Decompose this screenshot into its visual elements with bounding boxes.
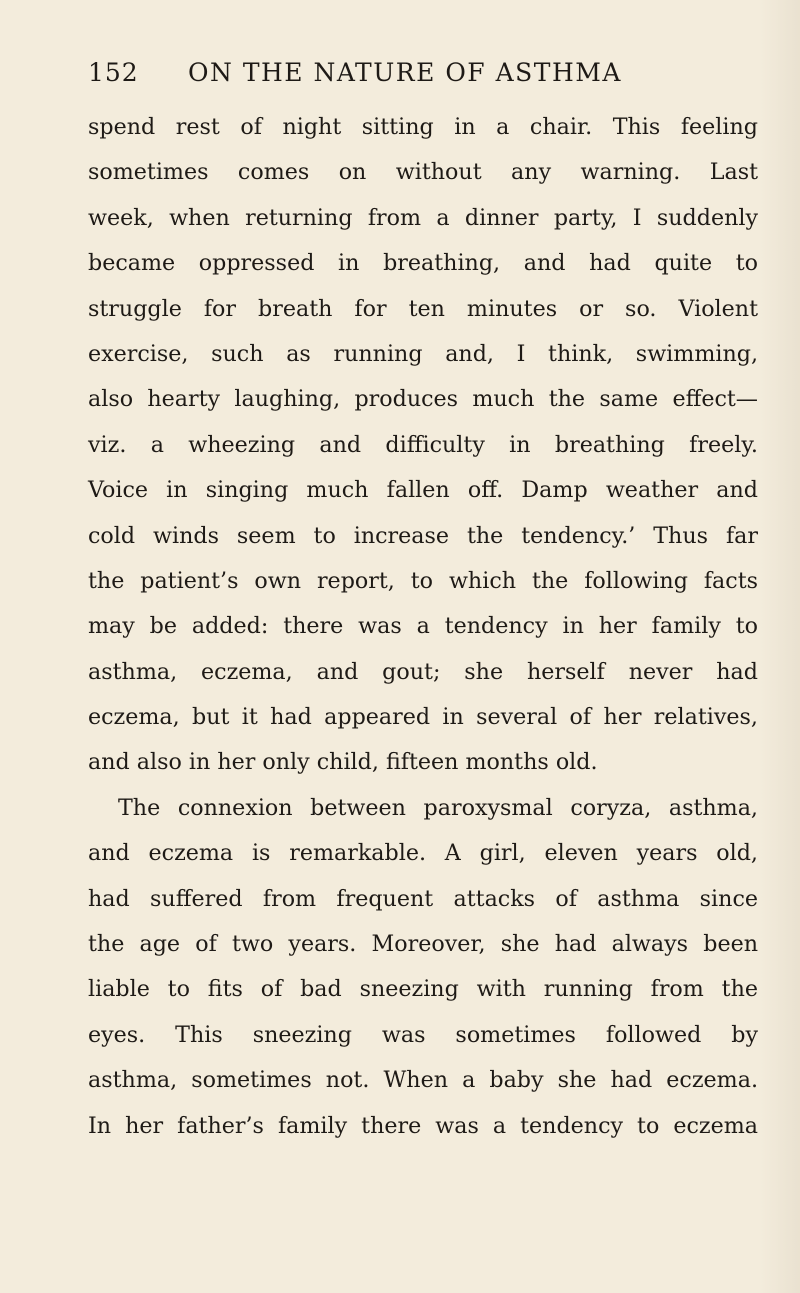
text-line: In her father’s family there was a tendency to eczema xyxy=(88,1112,758,1139)
page-header xyxy=(88,58,748,98)
text-line: also hearty laughing, produces much the same effect— xyxy=(88,386,758,413)
text-line: spend rest of night sitting in a chair. This feeling xyxy=(88,114,758,140)
text-line: Voice in singing much fallen off. Damp weather and xyxy=(88,477,758,504)
text-line: became oppressed in breathing, and had quite to xyxy=(88,250,758,277)
text-line: viz. a wheezing and difficulty in breathing freely. xyxy=(88,431,758,458)
text-line: may be added: there was a tendency in her family to xyxy=(88,613,758,640)
text-line: the patient’s own report, to which the following facts xyxy=(88,567,758,594)
text-line: week, when returning from a dinner party, I suddenly xyxy=(88,204,758,231)
text-line: exercise, such as running and, I think, swimming, xyxy=(88,340,758,367)
text-line: eyes. This sneezing was sometimes followed by xyxy=(88,1021,758,1048)
text-line: struggle for breath for ten minutes or so. Violent xyxy=(88,295,758,322)
text-line: sometimes comes on without any warning. Last xyxy=(88,159,758,186)
text-line: eczema, but it had appeared in several of her relatives, xyxy=(88,704,758,731)
text-line: asthma, sometimes not. When a baby she had eczema. xyxy=(88,1067,758,1094)
text-line: liable to fits of bad sneezing with running from the xyxy=(88,976,758,1003)
text-line: The connexion between paroxysmal coryza, asthma, xyxy=(118,794,758,821)
text-line: and eczema is remarkable. A girl, eleven years old, xyxy=(88,840,758,867)
text-line: cold winds seem to increase the tendency.’ Thus far xyxy=(88,522,758,549)
text-line: and also in her only child, fifteen months old. xyxy=(88,749,598,776)
running-head: ON THE NATURE OF ASTHMA xyxy=(188,58,622,87)
text-line: the age of two years. Moreover, she had always been xyxy=(88,931,758,958)
body-text xyxy=(88,105,758,1149)
text-line: had suffered from frequent attacks of asthma since xyxy=(88,885,758,912)
page-number: 152 xyxy=(88,58,139,87)
text-line: asthma, eczema, and gout; she herself never had xyxy=(88,658,758,685)
